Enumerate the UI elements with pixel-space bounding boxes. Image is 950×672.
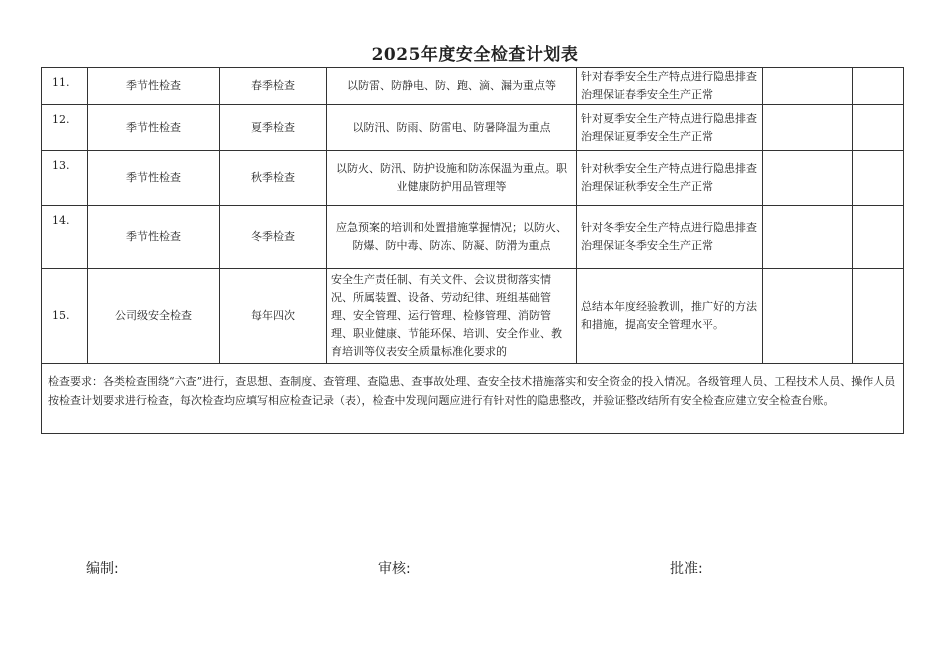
empty-cell — [763, 105, 853, 151]
row-number: 12. — [42, 105, 88, 151]
reviewed-by-label: 审核: — [378, 561, 411, 577]
inspection-measure: 针对夏季安全生产特点进行隐患排查治理保证夏季安全生产正常 — [577, 105, 763, 151]
inspection-plan-table — [41, 67, 904, 434]
empty-cell — [763, 68, 853, 105]
inspection-type: 季节性检查 — [88, 151, 220, 206]
empty-cell — [763, 151, 853, 206]
inspection-content: 以防火、防汛、防护设施和防冻保温为重点。职业健康防护用品管理等 — [327, 151, 577, 206]
table-row — [42, 105, 904, 151]
table-row — [42, 68, 904, 105]
inspection-frequency: 冬季检查 — [220, 206, 327, 269]
empty-cell — [763, 206, 853, 269]
inspection-type: 季节性检查 — [88, 105, 220, 151]
inspection-type: 季节性检查 — [88, 68, 220, 105]
inspection-measure: 针对秋季安全生产特点进行隐患排查治理保证秋季安全生产正常 — [577, 151, 763, 206]
inspection-content: 应急预案的培训和处置措施掌握情况；以防火、防爆、防中毒、防冻、防凝、防滑为重点 — [327, 206, 577, 269]
requirement-row — [42, 364, 904, 434]
page-title: 2025年度安全检查计划表 — [371, 45, 579, 65]
row-number: 14. — [42, 206, 88, 269]
inspection-content: 以防汛、防雨、防雷电、防暑降温为重点 — [327, 105, 577, 151]
row-number: 13. — [42, 151, 88, 206]
table-row — [42, 151, 904, 206]
row-number: 15. — [42, 269, 88, 364]
inspection-type: 季节性检查 — [88, 206, 220, 269]
inspection-content: 安全生产责任制、有关文件、会议贯彻落实情况、所属装置、设备、劳动纪律、班组基础管理、安全管理、运行管理、检修管理、消防管理、职业健康、节能环保、培训、安全作业、教育培训等仪表安全质量标准化要求的 — [327, 269, 577, 364]
empty-cell — [853, 105, 904, 151]
table-row — [42, 206, 904, 269]
inspection-measure: 针对春季安全生产特点进行隐患排查治理保证春季安全生产正常 — [577, 68, 763, 105]
empty-cell — [853, 68, 904, 105]
compiled-by-label: 编制: — [86, 561, 119, 577]
inspection-measure: 总结本年度经验教训，推广好的方法和措施，提高安全管理水平。 — [577, 269, 763, 364]
empty-cell — [853, 269, 904, 364]
empty-cell — [763, 269, 853, 364]
inspection-requirement: 检查要求：各类检查围绕“六查”进行，查思想、查制度、查管理、查隐患、查事故处理、查安全技术措施落实和安全资金的投入情况。各级管理人员、工程技术人员、操作人员按检查计划要求进行检查，每次检查均应填写相应检查记录（表），检查中发现问题应进行有针对性的隐患整改，并验证整改结所有安全检查应建立安全检查台账。 — [42, 364, 904, 434]
inspection-frequency: 秋季检查 — [220, 151, 327, 206]
approved-by-label: 批准: — [670, 561, 703, 577]
empty-cell — [853, 151, 904, 206]
inspection-measure: 针对冬季安全生产特点进行隐患排查治理保证冬季安全生产正常 — [577, 206, 763, 269]
inspection-frequency: 每年四次 — [220, 269, 327, 364]
inspection-frequency: 夏季检查 — [220, 105, 327, 151]
row-number: 11. — [42, 68, 88, 105]
inspection-type: 公司级安全检查 — [88, 269, 220, 364]
inspection-frequency: 春季检查 — [220, 68, 327, 105]
empty-cell — [853, 206, 904, 269]
table-row — [42, 269, 904, 364]
inspection-content: 以防雷、防静电、防、跑、滴、漏为重点等 — [327, 68, 577, 105]
